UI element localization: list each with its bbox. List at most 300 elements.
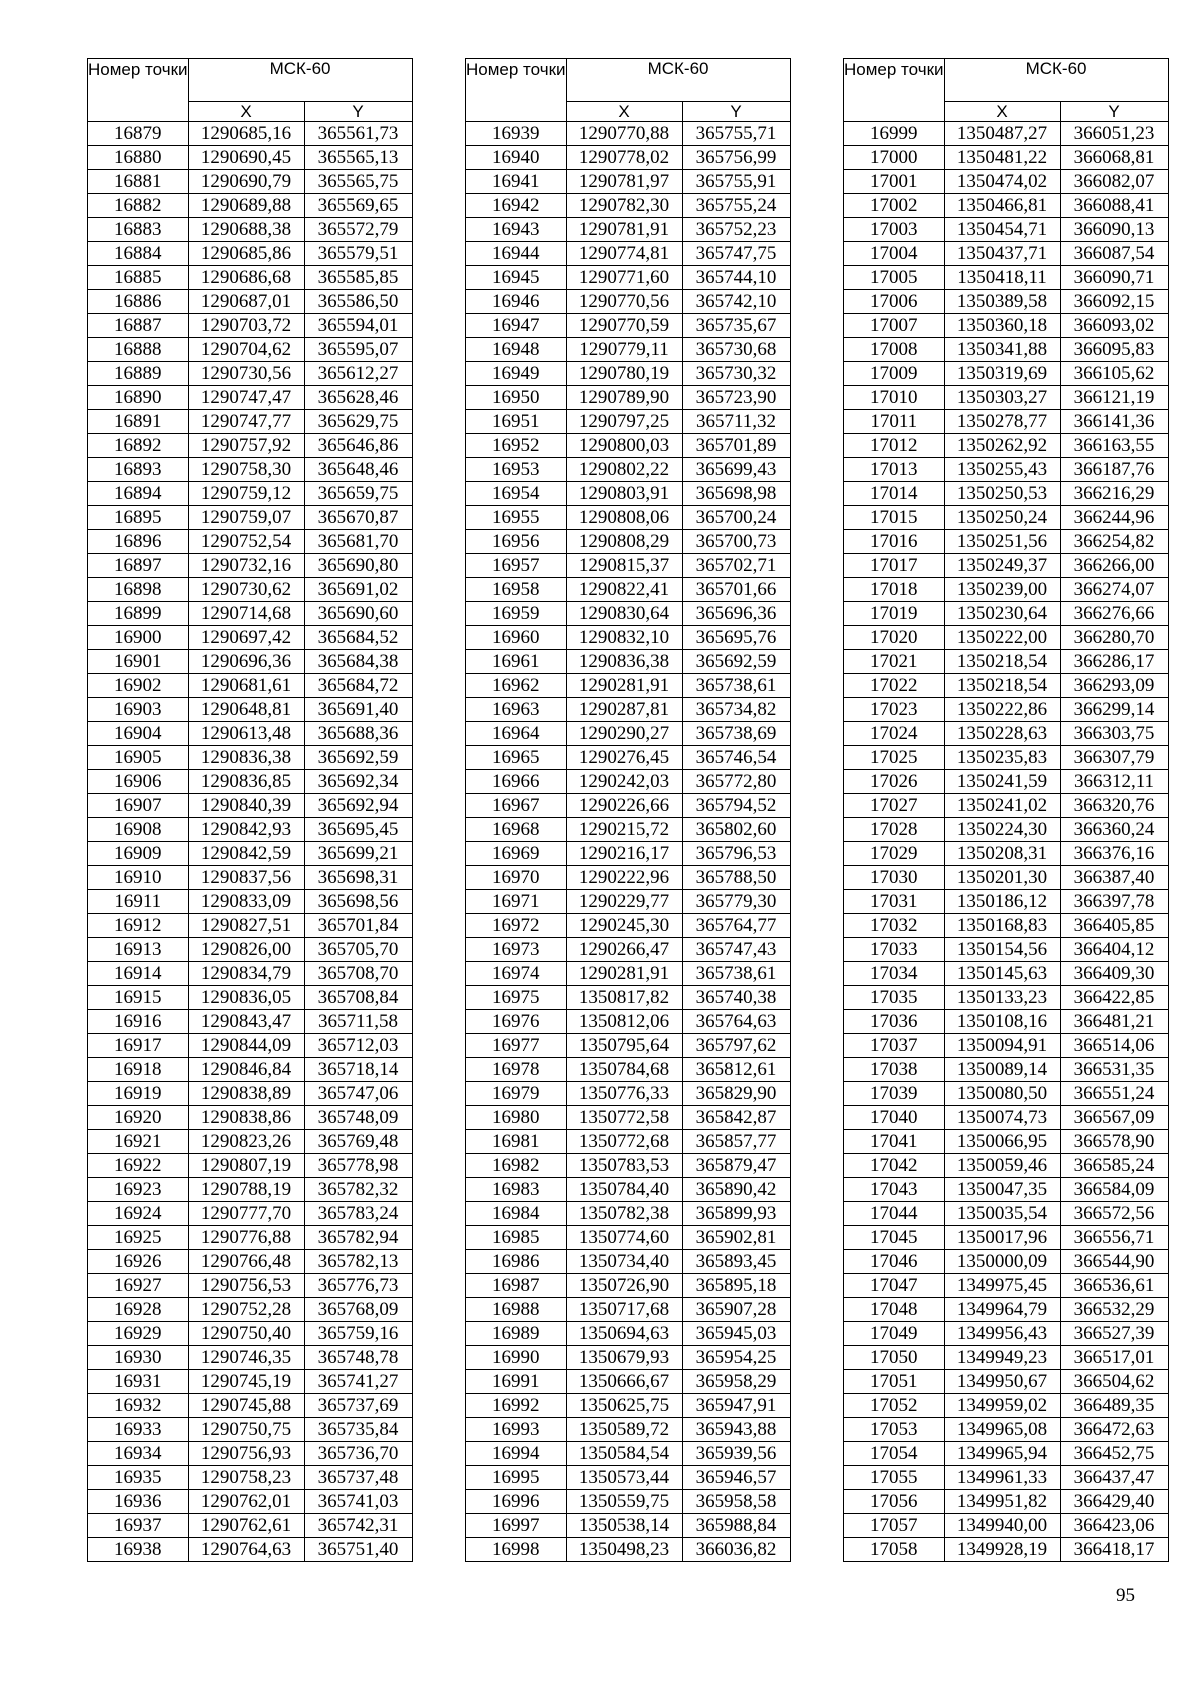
- x-coordinate-cell: 1290776,88: [188, 1226, 304, 1250]
- point-number-cell: 16944: [466, 242, 567, 266]
- point-number-cell: 17045: [844, 1226, 945, 1250]
- table-row: [466, 1418, 791, 1442]
- y-coordinate-cell: 365702,71: [682, 554, 790, 578]
- table-row: [844, 146, 1169, 170]
- point-number-cell: 17017: [844, 554, 945, 578]
- y-coordinate-cell: 366418,17: [1060, 1538, 1168, 1562]
- point-number-cell: 17040: [844, 1106, 945, 1130]
- y-coordinate-cell: 365692,59: [304, 746, 412, 770]
- y-coordinate-cell: 366360,24: [1060, 818, 1168, 842]
- point-number-cell: 17000: [844, 146, 945, 170]
- y-coordinate-cell: 366544,90: [1060, 1250, 1168, 1274]
- table-row: [844, 674, 1169, 698]
- point-number-cell: 16882: [88, 194, 189, 218]
- y-coordinate-cell: 365738,69: [682, 722, 790, 746]
- x-coordinate-cell: 1350133,23: [944, 986, 1060, 1010]
- point-number-cell: 16972: [466, 914, 567, 938]
- table-row: [466, 650, 791, 674]
- x-coordinate-cell: 1290758,23: [188, 1466, 304, 1490]
- table-row: [844, 1034, 1169, 1058]
- table-row: [88, 1514, 413, 1538]
- coordinates-table-3: [843, 58, 1169, 1562]
- x-coordinate-cell: 1350341,88: [944, 338, 1060, 362]
- y-coordinate-cell: 365788,50: [682, 866, 790, 890]
- point-number-cell: 17003: [844, 218, 945, 242]
- x-coordinate-cell: 1290843,47: [188, 1010, 304, 1034]
- x-coordinate-cell: 1290808,29: [566, 530, 682, 554]
- y-coordinate-cell: 365684,72: [304, 674, 412, 698]
- x-coordinate-cell: 1290782,30: [566, 194, 682, 218]
- y-coordinate-cell: 365648,46: [304, 458, 412, 482]
- y-coordinate-cell: 365628,46: [304, 386, 412, 410]
- table-row: [466, 698, 791, 722]
- table-row: [466, 1058, 791, 1082]
- x-coordinate-cell: 1290822,41: [566, 578, 682, 602]
- y-coordinate-cell: 365699,43: [682, 458, 790, 482]
- x-coordinate-cell: 1350717,68: [566, 1298, 682, 1322]
- y-coordinate-cell: 365893,45: [682, 1250, 790, 1274]
- point-number-cell: 16945: [466, 266, 567, 290]
- x-coordinate-cell: 1290774,81: [566, 242, 682, 266]
- table-row: [88, 1538, 413, 1562]
- x-coordinate-cell: 1290836,85: [188, 770, 304, 794]
- y-coordinate-cell: 366141,36: [1060, 410, 1168, 434]
- point-number-cell: 17020: [844, 626, 945, 650]
- x-coordinate-cell: 1350255,43: [944, 458, 1060, 482]
- point-number-cell: 17058: [844, 1538, 945, 1562]
- table-row: [466, 1346, 791, 1370]
- table-row: [844, 1130, 1169, 1154]
- table-row: [844, 1346, 1169, 1370]
- table-row: [88, 314, 413, 338]
- table-row: [88, 242, 413, 266]
- point-number-cell: 16914: [88, 962, 189, 986]
- x-coordinate-cell: 1350466,81: [944, 194, 1060, 218]
- point-number-cell: 16919: [88, 1082, 189, 1106]
- point-number-cell: 17033: [844, 938, 945, 962]
- table-row: [844, 386, 1169, 410]
- x-coordinate-cell: 1350201,30: [944, 866, 1060, 890]
- y-coordinate-cell: 365958,58: [682, 1490, 790, 1514]
- header-y: Y: [682, 102, 790, 122]
- point-number-cell: 16956: [466, 530, 567, 554]
- point-number-cell: 17038: [844, 1058, 945, 1082]
- x-coordinate-cell: 1290215,72: [566, 818, 682, 842]
- x-coordinate-cell: 1290759,07: [188, 506, 304, 530]
- point-number-cell: 16980: [466, 1106, 567, 1130]
- point-number-cell: 16898: [88, 578, 189, 602]
- table-row: [466, 218, 791, 242]
- table-row: [466, 170, 791, 194]
- header-coordinate-system: МСК-60: [566, 59, 790, 102]
- table-row: [88, 1106, 413, 1130]
- x-coordinate-cell: 1290746,35: [188, 1346, 304, 1370]
- y-coordinate-cell: 366036,82: [682, 1538, 790, 1562]
- point-number-cell: 16884: [88, 242, 189, 266]
- x-coordinate-cell: 1290762,01: [188, 1490, 304, 1514]
- x-coordinate-cell: 1290770,88: [566, 122, 682, 146]
- table-row: [466, 1466, 791, 1490]
- table-row: [466, 1130, 791, 1154]
- table-row: [466, 1394, 791, 1418]
- x-coordinate-cell: 1350218,54: [944, 674, 1060, 698]
- point-number-cell: 16958: [466, 578, 567, 602]
- point-number-cell: 16932: [88, 1394, 189, 1418]
- table-row: [466, 482, 791, 506]
- x-coordinate-cell: 1350487,27: [944, 122, 1060, 146]
- x-coordinate-cell: 1350047,35: [944, 1178, 1060, 1202]
- x-coordinate-cell: 1290687,01: [188, 290, 304, 314]
- y-coordinate-cell: 365705,70: [304, 938, 412, 962]
- x-coordinate-cell: 1290287,81: [566, 698, 682, 722]
- table-row: [466, 122, 791, 146]
- y-coordinate-cell: 365691,02: [304, 578, 412, 602]
- point-number-cell: 17031: [844, 890, 945, 914]
- y-coordinate-cell: 365692,34: [304, 770, 412, 794]
- point-number-cell: 17034: [844, 962, 945, 986]
- point-number-cell: 17008: [844, 338, 945, 362]
- table-row: [844, 122, 1169, 146]
- header-coordinate-system: МСК-60: [188, 59, 412, 102]
- y-coordinate-cell: 366276,66: [1060, 602, 1168, 626]
- table-row: [88, 1226, 413, 1250]
- y-coordinate-cell: 365730,68: [682, 338, 790, 362]
- y-coordinate-cell: 365890,42: [682, 1178, 790, 1202]
- table-row: [88, 1034, 413, 1058]
- table-row: [844, 1370, 1169, 1394]
- point-number-cell: 17046: [844, 1250, 945, 1274]
- y-coordinate-cell: 365802,60: [682, 818, 790, 842]
- x-coordinate-cell: 1349949,23: [944, 1346, 1060, 1370]
- point-number-cell: 16899: [88, 602, 189, 626]
- x-coordinate-cell: 1290777,70: [188, 1202, 304, 1226]
- table-row: [466, 986, 791, 1010]
- x-coordinate-cell: 1290696,36: [188, 650, 304, 674]
- x-coordinate-cell: 1349965,08: [944, 1418, 1060, 1442]
- table-row: [88, 770, 413, 794]
- x-coordinate-cell: 1350218,54: [944, 650, 1060, 674]
- y-coordinate-cell: 365747,75: [682, 242, 790, 266]
- x-coordinate-cell: 1290750,40: [188, 1322, 304, 1346]
- table-row: [844, 650, 1169, 674]
- point-number-cell: 16903: [88, 698, 189, 722]
- y-coordinate-cell: 365691,40: [304, 698, 412, 722]
- y-coordinate-cell: 366429,40: [1060, 1490, 1168, 1514]
- point-number-cell: 17051: [844, 1370, 945, 1394]
- x-coordinate-cell: 1349950,67: [944, 1370, 1060, 1394]
- point-number-cell: 16922: [88, 1154, 189, 1178]
- table-row: [466, 962, 791, 986]
- table-row: [844, 866, 1169, 890]
- table-row: [88, 602, 413, 626]
- point-number-cell: 16906: [88, 770, 189, 794]
- y-coordinate-cell: 366082,07: [1060, 170, 1168, 194]
- table-row: [88, 1130, 413, 1154]
- table-row: [88, 674, 413, 698]
- point-number-cell: 16930: [88, 1346, 189, 1370]
- point-number-cell: 16961: [466, 650, 567, 674]
- x-coordinate-cell: 1350235,83: [944, 746, 1060, 770]
- x-coordinate-cell: 1290756,93: [188, 1442, 304, 1466]
- table-row: [844, 218, 1169, 242]
- y-coordinate-cell: 365690,60: [304, 602, 412, 626]
- table-row: [466, 794, 791, 818]
- x-coordinate-cell: 1350481,22: [944, 146, 1060, 170]
- point-number-cell: 16883: [88, 218, 189, 242]
- x-coordinate-cell: 1350222,86: [944, 698, 1060, 722]
- x-coordinate-cell: 1350066,95: [944, 1130, 1060, 1154]
- point-number-cell: 17024: [844, 722, 945, 746]
- table-row: [844, 362, 1169, 386]
- point-number-cell: 17012: [844, 434, 945, 458]
- y-coordinate-cell: 366504,62: [1060, 1370, 1168, 1394]
- table-row: [844, 290, 1169, 314]
- point-number-cell: 16989: [466, 1322, 567, 1346]
- table-row: [466, 1274, 791, 1298]
- point-number-cell: 16915: [88, 986, 189, 1010]
- y-coordinate-cell: 365747,43: [682, 938, 790, 962]
- point-number-cell: 16971: [466, 890, 567, 914]
- point-number-cell: 16985: [466, 1226, 567, 1250]
- x-coordinate-cell: 1349956,43: [944, 1322, 1060, 1346]
- y-coordinate-cell: 365695,76: [682, 626, 790, 650]
- x-coordinate-cell: 1350679,93: [566, 1346, 682, 1370]
- y-coordinate-cell: 366095,83: [1060, 338, 1168, 362]
- table-row: [466, 314, 791, 338]
- table-row: [466, 1514, 791, 1538]
- y-coordinate-cell: 365698,56: [304, 890, 412, 914]
- x-coordinate-cell: 1350241,59: [944, 770, 1060, 794]
- table-row: [844, 1514, 1169, 1538]
- table-row: [844, 890, 1169, 914]
- y-coordinate-cell: 366121,19: [1060, 386, 1168, 410]
- x-coordinate-cell: 1350784,40: [566, 1178, 682, 1202]
- table-row: [466, 386, 791, 410]
- y-coordinate-cell: 365565,13: [304, 146, 412, 170]
- table-row: [88, 986, 413, 1010]
- y-coordinate-cell: 366578,90: [1060, 1130, 1168, 1154]
- point-number-cell: 17007: [844, 314, 945, 338]
- header-x: X: [188, 102, 304, 122]
- y-coordinate-cell: 365681,70: [304, 530, 412, 554]
- x-coordinate-cell: 1290789,90: [566, 386, 682, 410]
- table-row: [88, 722, 413, 746]
- table-row: [844, 1154, 1169, 1178]
- table-row: [466, 674, 791, 698]
- point-number-cell: 17043: [844, 1178, 945, 1202]
- point-number-cell: 16940: [466, 146, 567, 170]
- y-coordinate-cell: 366105,62: [1060, 362, 1168, 386]
- x-coordinate-cell: 1350734,40: [566, 1250, 682, 1274]
- x-coordinate-cell: 1350389,58: [944, 290, 1060, 314]
- y-coordinate-cell: 365736,70: [304, 1442, 412, 1466]
- y-coordinate-cell: 366090,13: [1060, 218, 1168, 242]
- x-coordinate-cell: 1290778,02: [566, 146, 682, 170]
- y-coordinate-cell: 365764,63: [682, 1010, 790, 1034]
- point-number-cell: 17010: [844, 386, 945, 410]
- table-row: [88, 266, 413, 290]
- point-number-cell: 16904: [88, 722, 189, 746]
- x-coordinate-cell: 1290756,53: [188, 1274, 304, 1298]
- point-number-cell: 16969: [466, 842, 567, 866]
- table-row: [88, 170, 413, 194]
- table-row: [466, 362, 791, 386]
- point-number-cell: 16966: [466, 770, 567, 794]
- x-coordinate-cell: 1350094,91: [944, 1034, 1060, 1058]
- y-coordinate-cell: 365879,47: [682, 1154, 790, 1178]
- x-coordinate-cell: 1350784,68: [566, 1058, 682, 1082]
- x-coordinate-cell: 1350228,63: [944, 722, 1060, 746]
- table-row: [844, 1082, 1169, 1106]
- table-row: [88, 1322, 413, 1346]
- point-number-cell: 16921: [88, 1130, 189, 1154]
- point-number-cell: 16991: [466, 1370, 567, 1394]
- x-coordinate-cell: 1290752,28: [188, 1298, 304, 1322]
- y-coordinate-cell: 366187,76: [1060, 458, 1168, 482]
- table-row: [88, 1298, 413, 1322]
- y-coordinate-cell: 365700,24: [682, 506, 790, 530]
- y-coordinate-cell: 365696,36: [682, 602, 790, 626]
- y-coordinate-cell: 365782,13: [304, 1250, 412, 1274]
- y-coordinate-cell: 365756,99: [682, 146, 790, 170]
- coordinates-table-2: [465, 58, 791, 1562]
- table-row: [844, 314, 1169, 338]
- y-coordinate-cell: 365782,32: [304, 1178, 412, 1202]
- table-row: [466, 1010, 791, 1034]
- x-coordinate-cell: 1290826,00: [188, 938, 304, 962]
- point-number-cell: 16939: [466, 122, 567, 146]
- table-row: [88, 1154, 413, 1178]
- table-row: [466, 1538, 791, 1562]
- y-coordinate-cell: 365737,69: [304, 1394, 412, 1418]
- point-number-cell: 16986: [466, 1250, 567, 1274]
- point-number-cell: 16981: [466, 1130, 567, 1154]
- y-coordinate-cell: 365692,59: [682, 650, 790, 674]
- point-number-cell: 16902: [88, 674, 189, 698]
- table-row: [466, 770, 791, 794]
- y-coordinate-cell: 365742,31: [304, 1514, 412, 1538]
- x-coordinate-cell: 1350589,72: [566, 1418, 682, 1442]
- point-number-cell: 16881: [88, 170, 189, 194]
- table-row: [88, 218, 413, 242]
- point-number-cell: 16917: [88, 1034, 189, 1058]
- table-row: [844, 194, 1169, 218]
- y-coordinate-cell: 365586,50: [304, 290, 412, 314]
- y-coordinate-cell: 365747,06: [304, 1082, 412, 1106]
- table-row: [466, 434, 791, 458]
- table-row: [466, 554, 791, 578]
- x-coordinate-cell: 1350108,16: [944, 1010, 1060, 1034]
- header-x: X: [566, 102, 682, 122]
- point-number-cell: 16890: [88, 386, 189, 410]
- x-coordinate-cell: 1290745,19: [188, 1370, 304, 1394]
- y-coordinate-cell: 366090,71: [1060, 266, 1168, 290]
- table-row: [466, 506, 791, 530]
- table-row: [844, 938, 1169, 962]
- y-coordinate-cell: 365735,84: [304, 1418, 412, 1442]
- x-coordinate-cell: 1290689,88: [188, 194, 304, 218]
- point-number-cell: 17025: [844, 746, 945, 770]
- point-number-cell: 16996: [466, 1490, 567, 1514]
- table-row: [844, 530, 1169, 554]
- x-coordinate-cell: 1350772,68: [566, 1130, 682, 1154]
- table-row: [844, 1298, 1169, 1322]
- y-coordinate-cell: 366556,71: [1060, 1226, 1168, 1250]
- point-number-cell: 16948: [466, 338, 567, 362]
- x-coordinate-cell: 1290276,45: [566, 746, 682, 770]
- point-number-cell: 17050: [844, 1346, 945, 1370]
- table-row: [88, 386, 413, 410]
- y-coordinate-cell: 365748,78: [304, 1346, 412, 1370]
- y-coordinate-cell: 366397,78: [1060, 890, 1168, 914]
- point-number-cell: 17005: [844, 266, 945, 290]
- y-coordinate-cell: 365772,80: [682, 770, 790, 794]
- point-number-cell: 16965: [466, 746, 567, 770]
- header-y: Y: [1060, 102, 1168, 122]
- table-row: [466, 626, 791, 650]
- point-number-cell: 16891: [88, 410, 189, 434]
- point-number-cell: 16901: [88, 650, 189, 674]
- table-row: [466, 746, 791, 770]
- y-coordinate-cell: 365629,75: [304, 410, 412, 434]
- y-coordinate-cell: 365561,73: [304, 122, 412, 146]
- y-coordinate-cell: 366514,06: [1060, 1034, 1168, 1058]
- table-row: [844, 338, 1169, 362]
- point-number-cell: 16905: [88, 746, 189, 770]
- table-row: [466, 1250, 791, 1274]
- point-number-cell: 16978: [466, 1058, 567, 1082]
- table-row: [844, 410, 1169, 434]
- table-row: [88, 746, 413, 770]
- point-number-cell: 17013: [844, 458, 945, 482]
- table-row: [466, 722, 791, 746]
- point-number-cell: 16912: [88, 914, 189, 938]
- x-coordinate-cell: 1349965,94: [944, 1442, 1060, 1466]
- table-row: [88, 890, 413, 914]
- table-row: [844, 1466, 1169, 1490]
- table-row: [844, 962, 1169, 986]
- x-coordinate-cell: 1290281,91: [566, 962, 682, 986]
- x-coordinate-cell: 1290750,75: [188, 1418, 304, 1442]
- point-number-cell: 16934: [88, 1442, 189, 1466]
- x-coordinate-cell: 1350666,67: [566, 1370, 682, 1394]
- table-row: [88, 1202, 413, 1226]
- point-number-cell: 16879: [88, 122, 189, 146]
- x-coordinate-cell: 1290688,38: [188, 218, 304, 242]
- y-coordinate-cell: 365737,48: [304, 1466, 412, 1490]
- x-coordinate-cell: 1290800,03: [566, 434, 682, 458]
- point-number-cell: 17030: [844, 866, 945, 890]
- y-coordinate-cell: 365746,54: [682, 746, 790, 770]
- table-row: [466, 818, 791, 842]
- y-coordinate-cell: 365692,94: [304, 794, 412, 818]
- y-coordinate-cell: 366404,12: [1060, 938, 1168, 962]
- y-coordinate-cell: 366481,21: [1060, 1010, 1168, 1034]
- y-coordinate-cell: 366405,85: [1060, 914, 1168, 938]
- table-row: [88, 1346, 413, 1370]
- point-number-cell: 16975: [466, 986, 567, 1010]
- y-coordinate-cell: 365741,27: [304, 1370, 412, 1394]
- point-number-cell: 16979: [466, 1082, 567, 1106]
- x-coordinate-cell: 1350498,23: [566, 1538, 682, 1562]
- x-coordinate-cell: 1290840,39: [188, 794, 304, 818]
- x-coordinate-cell: 1290836,38: [566, 650, 682, 674]
- table-row: [88, 434, 413, 458]
- y-coordinate-cell: 366536,61: [1060, 1274, 1168, 1298]
- x-coordinate-cell: 1290771,60: [566, 266, 682, 290]
- x-coordinate-cell: 1350538,14: [566, 1514, 682, 1538]
- point-number-cell: 16970: [466, 866, 567, 890]
